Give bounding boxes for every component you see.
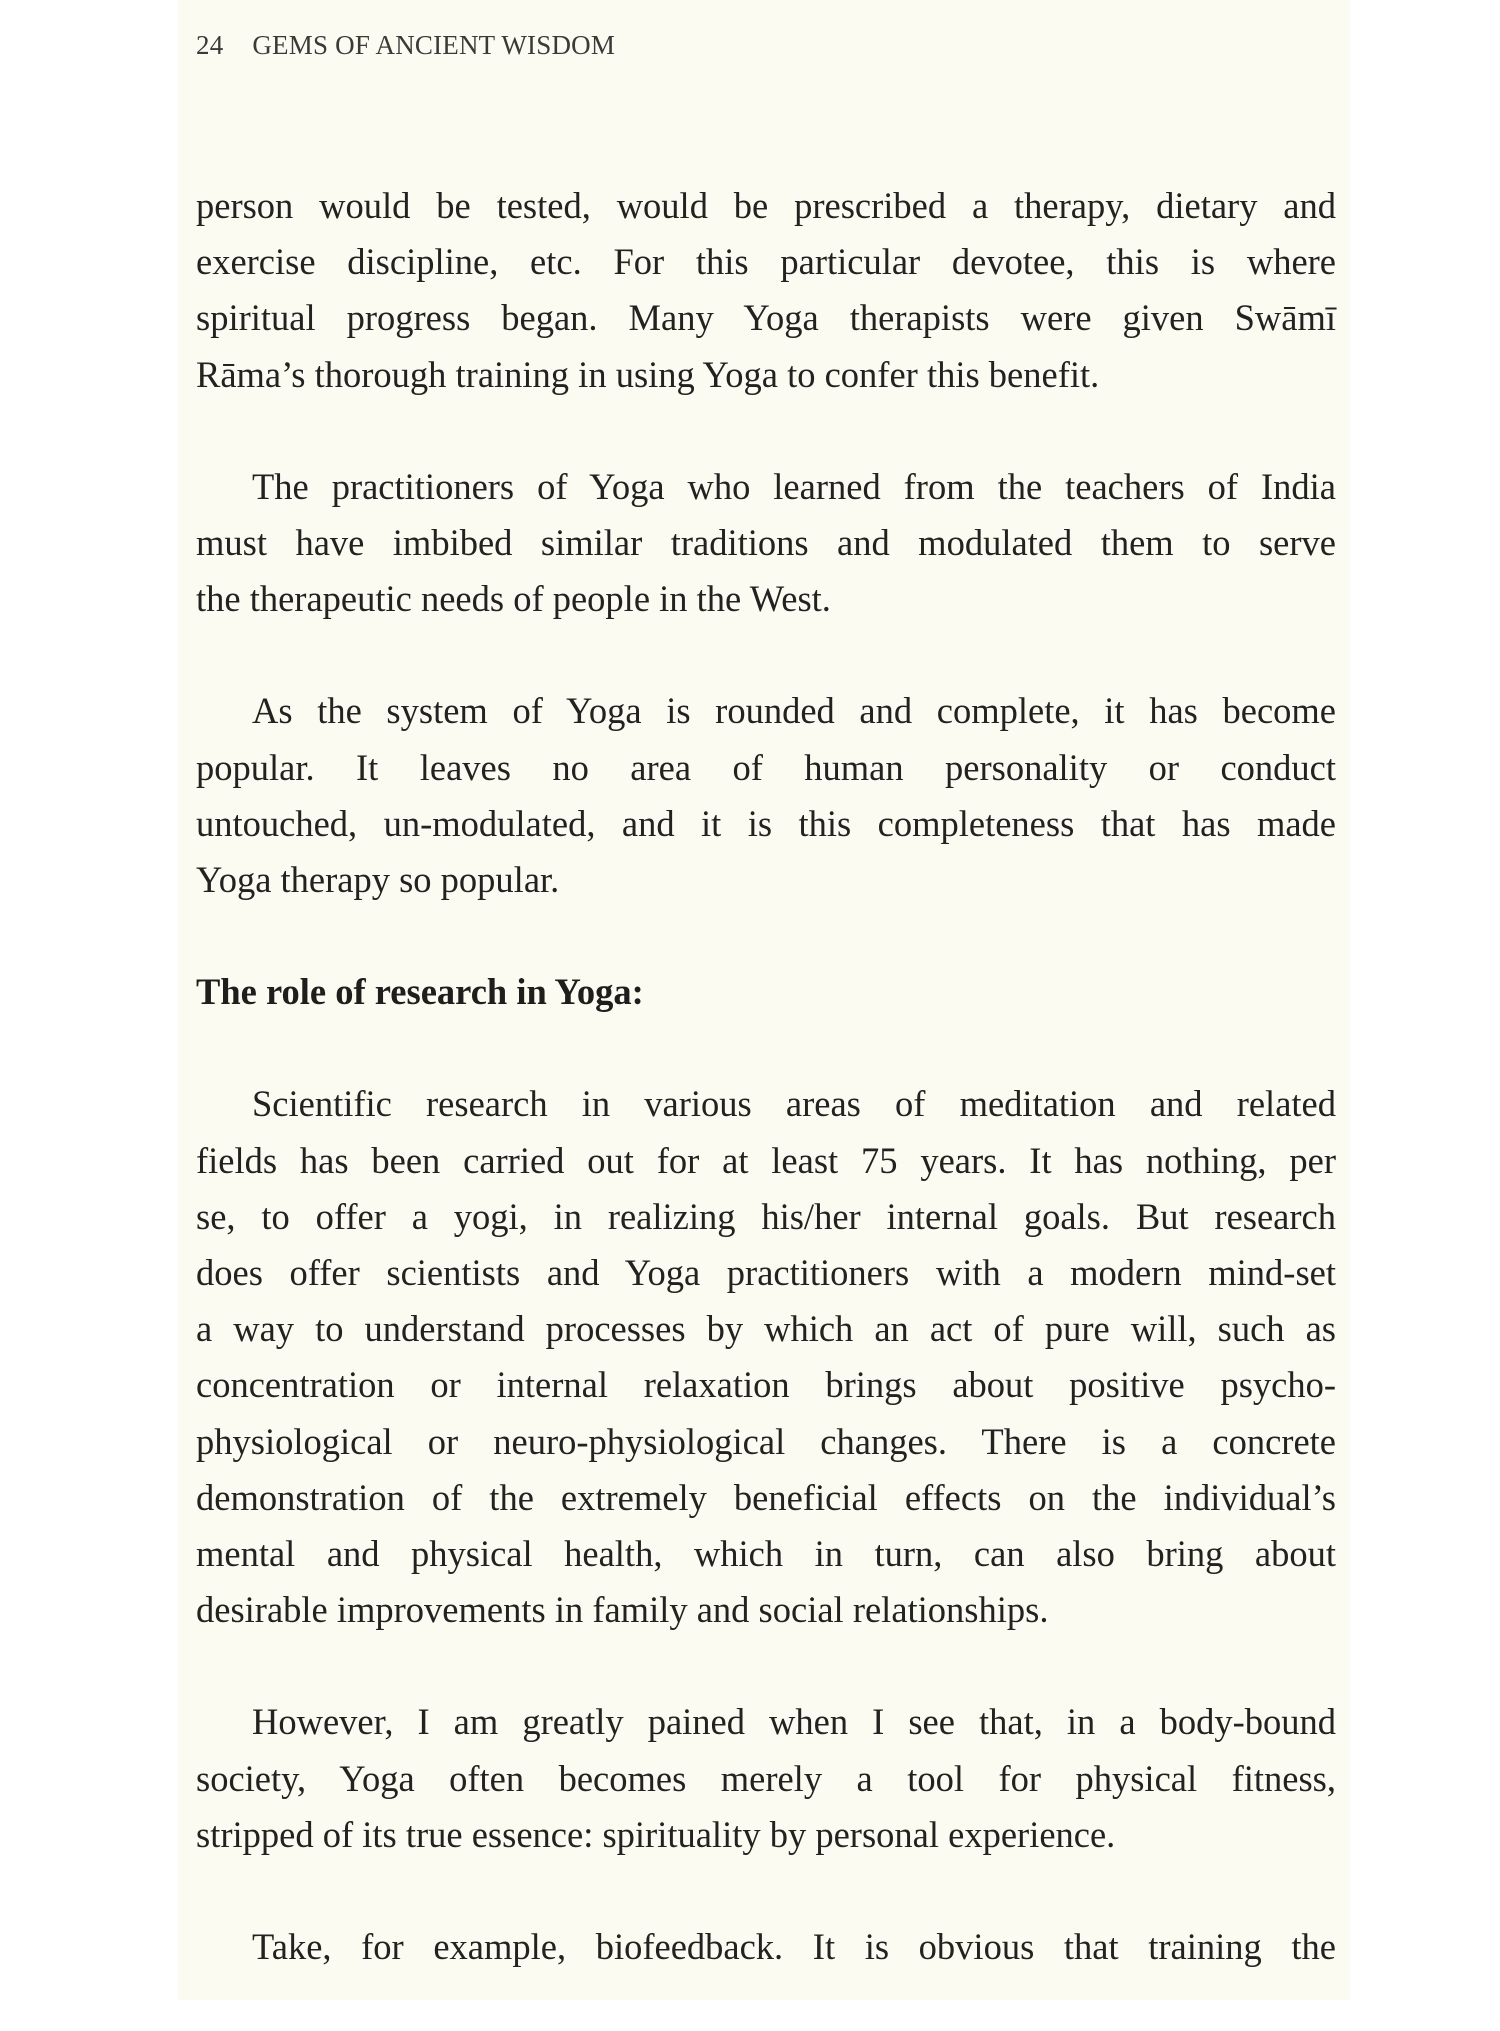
section-heading: The role of research in Yoga:	[196, 971, 644, 1013]
text-line: desirable improvements in family and social relationships.	[196, 1589, 1049, 1631]
text-line: must have imbibed similar traditions and modulated them to serve	[196, 522, 1336, 564]
text-line: concentration or internal relaxation brings about positive psycho-	[196, 1364, 1336, 1406]
paragraph	[196, 1076, 1336, 1638]
page-number: 24	[196, 30, 224, 60]
book-title: GEMS OF ANCIENT WISDOM	[252, 30, 616, 60]
text-line: demonstration of the extremely beneficial effects on the individual’s	[196, 1476, 1336, 1518]
text-line: Take, for example, biofeedback. It is obvious that training the	[252, 1926, 1336, 1968]
paragraph	[196, 1694, 1336, 1863]
body-text	[196, 178, 1336, 2031]
paragraph	[196, 683, 1336, 908]
paragraph	[196, 178, 1336, 403]
paragraph	[196, 459, 1336, 628]
text-line: Rāma’s thorough training in using Yoga to confer this benefit.	[196, 353, 1100, 395]
text-line: However, I am greatly pained when I see that, in a body-bound	[252, 1701, 1336, 1743]
text-line: exercise discipline, etc. For this particular devotee, this is where	[196, 241, 1336, 283]
paragraphs-before-heading	[196, 178, 1336, 908]
paragraphs-after-heading	[196, 1076, 1336, 1975]
text-line: a way to understand processes by which an act of pure will, such as	[196, 1308, 1336, 1350]
text-line: popular. It leaves no area of human personality or conduct	[196, 746, 1336, 788]
text-line: Yoga therapy so popular.	[196, 859, 560, 901]
text-line: The practitioners of Yoga who learned from the teachers of India	[252, 465, 1336, 507]
text-line: does offer scientists and Yoga practitioners with a modern mind-set	[196, 1252, 1336, 1294]
text-line: se, to offer a yogi, in realizing his/her internal goals. But research	[196, 1195, 1336, 1237]
text-line: fields has been carried out for at least 75 years. It has nothing, per	[196, 1139, 1336, 1181]
running-head	[196, 30, 615, 61]
text-line: physiological or neuro-physiological changes. There is a concrete	[196, 1420, 1336, 1462]
book-page	[178, 0, 1350, 2000]
text-line: untouched, un-modulated, and it is this completeness that has made	[196, 802, 1336, 844]
text-line: stripped of its true essence: spirituality by personal experience.	[196, 1813, 1116, 1855]
text-line: mental and physical health, which in turn, can also bring about	[196, 1533, 1336, 1575]
text-line: spiritual progress began. Many Yoga therapists were given Swāmī	[196, 297, 1336, 339]
text-line: society, Yoga often becomes merely a tool for physical fitness,	[196, 1757, 1336, 1799]
paragraph	[196, 1919, 1336, 1975]
text-line: As the system of Yoga is rounded and complete, it has become	[252, 690, 1336, 732]
text-line: person would be tested, would be prescribed a therapy, dietary and	[196, 185, 1336, 226]
text-line: the therapeutic needs of people in the West.	[196, 578, 831, 620]
text-line: Scientific research in various areas of meditation and related	[252, 1083, 1336, 1125]
